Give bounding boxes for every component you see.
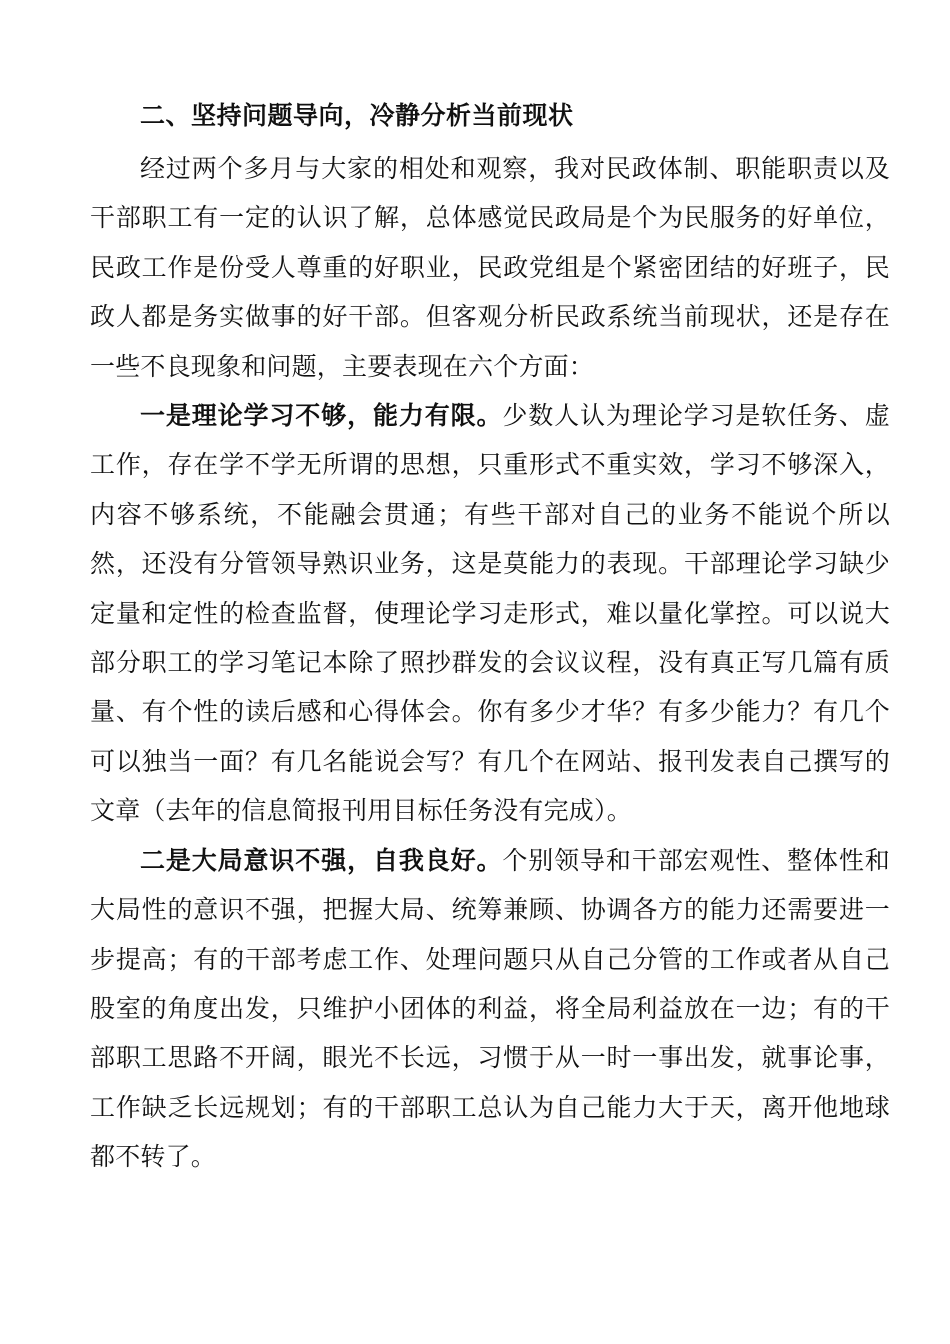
paragraph-point-2-lead: 二是大局意识不强，自我良好。 [140,845,503,875]
paragraph-point-2-text: 个别领导和干部宏观性、整体性和大局性的意识不强，把握大局、统筹兼顾、协调各方的能力还需要进一步提高；有的干部考虑工作、处理问题只从自己分管的工作或者从自己股室的角度出发，只维护小团体的利益，将全局利益放在一边；有的干部职工思路不开阔，眼光不长远，习惯于从一时一事出发，就事论事，工作缺乏长远规划；有的干部职工总认为自己能力大于天，离开他地球都不转了。 [90,845,890,1172]
paragraph-point-2 [90,836,890,1182]
section-heading: 二、坚持问题导向，冷静分析当前现状 [140,101,574,130]
paragraph-intro [90,144,890,391]
paragraph-point-1-text: 少数人认为理论学习是软任务、虚工作，存在学不学无所谓的思想，只重形式不重实效，学习不够深入，内容不够系统，不能融会贯通；有些干部对自己的业务不能说个所以然，还没有分管领导熟识业务，这是莫能力的表现。干部理论学习缺少定量和定性的检查监督，使理论学习走形式，难以量化掌控。可以说大部分职工的学习笔记本除了照抄群发的会议议程，没有真正写几篇有质量、有个性的读后感和心得体会。你有多少才华？有多少能力？有几个可以独当一面？有几名能说会写？有几个在网站、报刊发表自己撰写的文章（去年的信息简报刊用目标任务没有完成）。 [90,401,890,826]
paragraph-intro-text: 经过两个多月与大家的相处和观察，我对民政体制、职能职责以及干部职工有一定的认识了解，总体感觉民政局是个为民服务的好单位，民政工作是份受人尊重的好职业，民政党组是个紧密团结的好班子，民政人都是务实做事的好干部。但客观分析民政系统当前现状，还是存在一些不良现象和问题，主要表现在六个方面： [90,154,890,381]
document-page [90,96,890,1182]
paragraph-point-1 [90,391,890,836]
paragraph-point-1-lead: 一是理论学习不够，能力有限。 [140,401,503,431]
